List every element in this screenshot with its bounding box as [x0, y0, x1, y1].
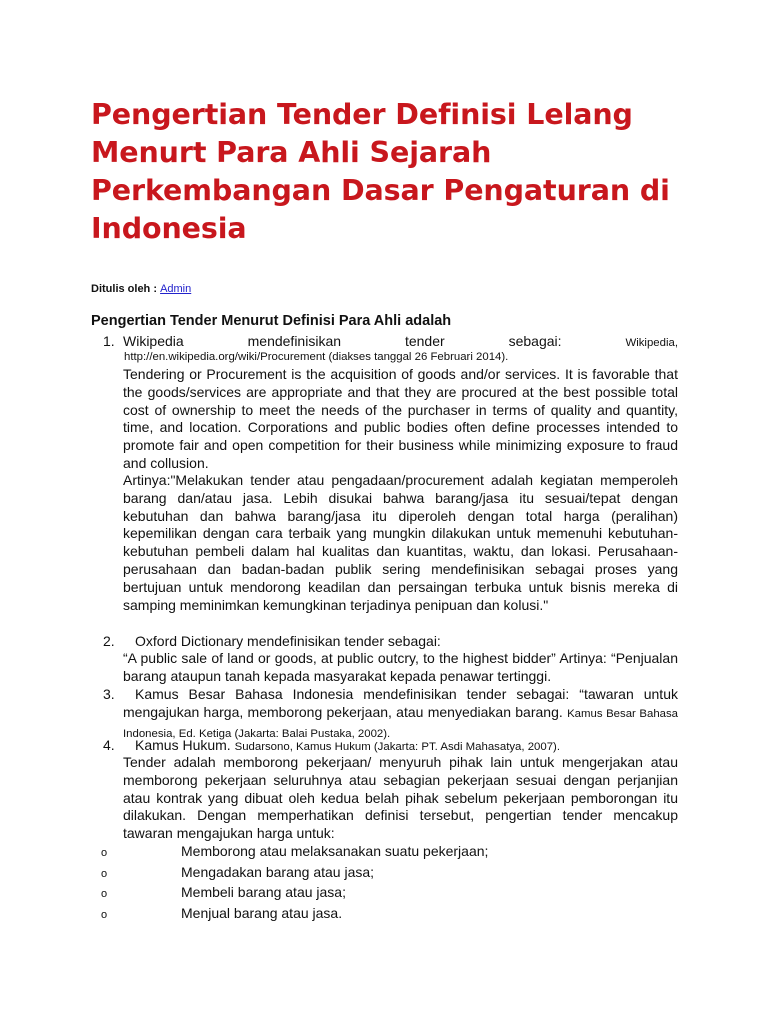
item-number-1: 1. — [103, 333, 115, 349]
item-3-citation: Kamus Besar Bahasa Indonesia, Ed. Ketiga (Jakarta: Balai Pustaka, 2002). — [123, 707, 679, 740]
item-4-body: Tender adalah memborong pekerjaan/ menyuruh pihak lain untuk mengerjakan atau memborong pekerjaan seluruhnya atau sebagian pekerjaan sesuai dengan perjanjian atau kontrak yang dibuat oleh kedua belah pihak sebelum pekerjaan pemborongan itu dilakukan. Dengan memperhatikan definisi tersebut, pengertian tender mencakup tawaran mengajukan harga untuk: — [123, 754, 678, 842]
item-1-url: http://en.wikipedia.org/wiki/Procurement (diakses tanggal 26 Februari 2014). — [124, 351, 509, 363]
article-title: Pengertian Tender Definisi Lelang Menurt Para Ahli Sejarah Perkembangan Dasar Pengaturan di Indonesia — [91, 98, 670, 245]
item-4-citation: Sudarsono, Kamus Hukum (Jakarta: PT. Asdi Mahasatya, 2007). — [234, 741, 561, 753]
item-1-english-definition: Tendering or Procurement is the acquisition of goods and/or services. It is favorable that the goods/services are appropriate and that they are procured at the best possible total cost of ownership to meet the needs of the purchaser in terms of quality and quantity, time, and location. Corporations and public bodies often define processes intended to promote fair and open competition for their business while minimizing exposure to fraud and collusion. — [123, 366, 678, 471]
item-1-lead: Wikipedia mendefinisikan tender sebagai: — [123, 333, 562, 349]
bullet-marker: o — [101, 888, 108, 900]
bullet-item-2: Mengadakan barang atau jasa; — [181, 864, 375, 880]
byline — [91, 283, 191, 295]
bullet-item-4: Menjual barang atau jasa. — [181, 905, 343, 921]
author-link[interactable]: Admin — [160, 283, 192, 295]
item-1-citation: Wikipedia, — [625, 337, 678, 349]
item-3-text: Kamus Besar Bahasa Indonesia mendefinisikan tender sebagai: “tawaran untuk mengajukan harga, memborong pekerjaan, atau menyediakan barang. — [123, 686, 678, 720]
section-heading: Pengertian Tender Menurut Definisi Para Ahli adalah — [91, 313, 452, 329]
bullet-marker: o — [101, 868, 108, 880]
item-2-quote: “A public sale of land or goods, at public outcry, to the highest bidder” Artinya: “Penjualan barang ataupun tanah kepada masyarakat kepada penawar tertinggi. — [123, 650, 678, 684]
bullet-marker: o — [101, 909, 108, 921]
item-3-definition — [123, 686, 678, 743]
item-4-lead: Kamus Hukum. — [135, 737, 231, 753]
bullet-item-1: Memborong atau melaksanakan suatu pekerjaan; — [181, 843, 489, 859]
item-number-2: 2. — [103, 633, 115, 649]
item-number-4: 4. — [103, 737, 115, 753]
bullet-marker: o — [101, 847, 108, 859]
item-2-lead: Oxford Dictionary mendefinisikan tender sebagai: — [135, 633, 441, 649]
item-number-3: 3. — [103, 686, 115, 702]
bullet-item-3: Membeli barang atau jasa; — [181, 884, 346, 900]
item-1-translation: Artinya:"Melakukan tender atau pengadaan/procurement adalah kegiatan memperoleh barang dan/atau jasa. Lebih disukai bahwa barang/jasa itu sesuai/tepat dengan kebutuhan dan bahwa barang/jasa itu diperoleh dengan total harga (peralihan) kepemilikan dengan cara terbaik yang mungkin dilakukan untuk memenuhi kebutuhan-kebutuhan pembeli dalam hal kualitas dan kuantitas, waktu, dan lokasi. Perusahaan-perusahaan dan badan-badan publik sering mendefinisikan sebagai proses yang bertujuan untuk mendorong keadilan dan persaingan terbuka untuk bisnis mereka di samping meminimkan kemungkinan terjadinya penipuan dan kolusi." — [123, 472, 678, 613]
byline-label: Ditulis oleh : — [91, 283, 157, 295]
